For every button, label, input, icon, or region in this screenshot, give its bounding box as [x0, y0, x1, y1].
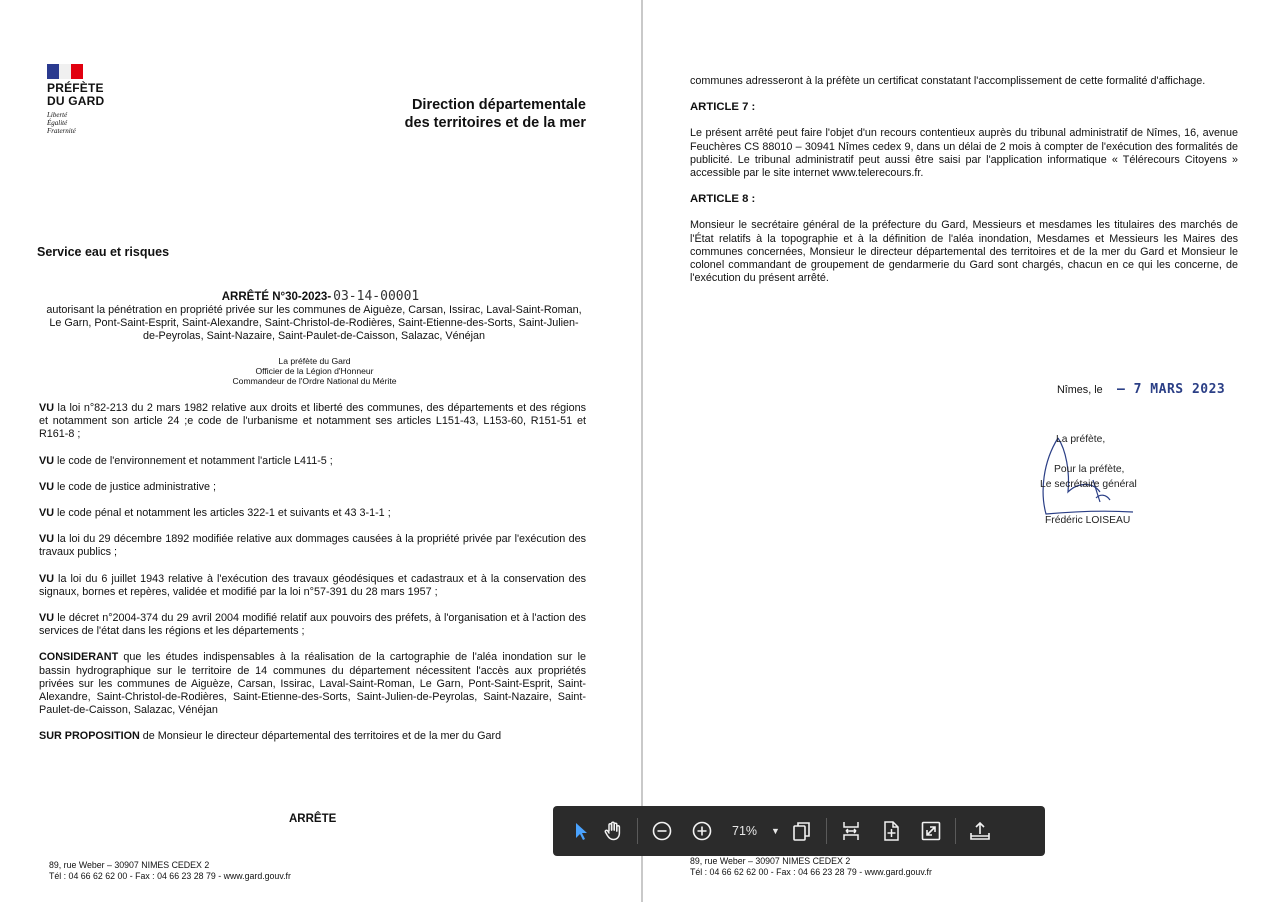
article8-text: Monsieur le secrétaire général de la préfecture du Gard, Messieurs et mesdames les titulaires des marchés de l'État relatifs à la topographie et à la définition de l'aléa inondation, Mesdames et Messieurs les Maires des communes concernées, Monsieur le directeur départemental des territoires et de la mer du Gard et Monsieur le colonel commandant de groupement de gendarmerie du Gard sont chargés, chacun en ce qui les concerne, de l'exécution du présent arrêté. — [690, 219, 1238, 285]
motto-liberte: Liberté — [47, 111, 68, 119]
select-tool-button[interactable] — [565, 815, 597, 847]
prefete-line1: La préfète du Gard — [278, 356, 351, 366]
service-label: Service eau et risques — [37, 245, 170, 259]
recital-text: la loi du 6 juillet 1943 relative à l'exécution des travaux géodésiques et cadastraux et à la conservation des signaux, bornes et repères, validée et modifié par la loi n°57-391 du 28 mars 1957 ; — [39, 572, 586, 598]
page-view-button[interactable] — [786, 815, 818, 847]
articles-body — [690, 75, 1238, 298]
logo-title-line1: PRÉFÈTE — [47, 81, 104, 95]
document-page-right — [643, 0, 1280, 902]
zoom-in-button[interactable] — [686, 815, 718, 847]
recital-text: le code pénal et notamment les articles 322-1 et suivants et 43 3-1-1 ; — [54, 507, 391, 520]
direction-header — [405, 96, 586, 132]
recital-lead: VU — [39, 572, 54, 585]
arrete-number: ARRÊTÉ N°30-2023- — [221, 291, 332, 303]
direction-line1: Direction départementale — [411, 97, 586, 113]
zoom-out-button[interactable] — [646, 815, 678, 847]
recital-paragraph — [39, 533, 586, 559]
recital-lead: VU — [39, 480, 54, 493]
recital-text: le décret n°2004-374 du 29 avril 2004 modifié relatif aux pouvoirs des préfets, à l'organisation et à l'action des services de l'état dans les régions et les départements ; — [39, 612, 586, 638]
recital-text: la loi du 29 décembre 1892 modifiée relative aux dommages causées à la propriété privée par l'exécution des travaux publics ; — [39, 533, 586, 559]
toolbar-separator — [826, 818, 827, 844]
article8-title: ARTICLE 8 : — [690, 193, 756, 206]
logo-title-line2: DU GARD — [47, 94, 105, 108]
recital-lead: VU — [39, 454, 54, 467]
zoom-in-icon — [691, 820, 713, 842]
address-footer-right — [690, 856, 932, 878]
zoom-level-value: 71% — [732, 824, 758, 838]
chevron-down-icon: ▼ — [771, 826, 780, 836]
place-label: Nîmes, le — [1057, 384, 1103, 396]
arrete-handwritten-number: 03-14-00001 — [333, 289, 420, 304]
pages-icon — [791, 820, 813, 842]
motto-fraternite: Fraternité — [47, 127, 76, 135]
recital-lead: VU — [39, 402, 54, 414]
article7-title: ARTICLE 7 : — [690, 101, 756, 114]
zoom-level-select[interactable] — [726, 815, 786, 847]
continuation-text: communes adresseront à la préfète un certificat constatant l'accomplissement de cette formalité d'affichage. — [690, 75, 1206, 87]
recital-lead: VU — [39, 612, 54, 625]
recital-text: le code de l'environnement et notamment l'article L411-5 ; — [54, 454, 333, 467]
sig-line4: Frédéric LOISEAU — [1045, 515, 1131, 526]
address-line1: 89, rue Weber – 30907 NIMES CEDEX 2 — [49, 860, 210, 870]
republic-motto — [47, 111, 127, 135]
arrete-title — [0, 289, 641, 304]
recital-paragraph — [39, 612, 586, 638]
fit-page-icon — [880, 820, 902, 842]
address-line2: Tél : 04 66 62 62 00 - Fax : 04 66 23 28 79 - www.gard.gouv.fr — [49, 870, 291, 881]
recital-text: la loi n°82-213 du 2 mars 1982 relative aux droits et liberté des communes, des départements et des régions et notamment son article 24 ;e code de l'urbanisme et notamment ses articles L151-43, L153-60, R151-51 et R161-8 ; — [39, 402, 586, 441]
pdf-viewer-toolbar — [553, 806, 1045, 856]
recital-paragraph — [39, 481, 586, 494]
recital-text: de Monsieur le directeur départemental des territoires et de la mer du Gard — [139, 730, 502, 743]
recital-lead: CONSIDERANT — [39, 651, 119, 664]
direction-line2: des territoires et de la mer — [404, 115, 586, 131]
export-button[interactable] — [964, 815, 996, 847]
recital-lead: VU — [39, 507, 54, 520]
authorizing-text: autorisant la pénétration en propriété privée sur les communes de Aiguèze, Carsan, Issirac, Laval-Saint-Roman, Le Garn, Pont-Saint-Esprit, Saint-Alexandre, Saint-Christol-de-Rodières, Saint-Etienne-des-Sorts, Saint-Julien-de-Peyrolas, Saint-Nazaire, Saint-Paulet-de-Caisson, Salazac, Vénéjan — [46, 304, 582, 343]
prefete-line3: Commandeur de l'Ordre National du Mérite — [232, 376, 397, 387]
fit-width-button[interactable] — [835, 815, 867, 847]
recital-lead: VU — [39, 533, 54, 546]
sig-line2: Pour la préfète, — [1054, 464, 1125, 475]
toolbar-separator — [637, 818, 638, 844]
expand-icon — [920, 820, 942, 842]
sig-line3: Le secrétaire général — [1040, 479, 1137, 490]
logo-title — [47, 82, 127, 108]
hand-icon — [602, 820, 624, 842]
recital-paragraph — [39, 651, 586, 717]
recital-paragraph — [39, 402, 586, 442]
recital-text: le code de justice administrative ; — [54, 480, 217, 493]
marianne-flag-icon — [47, 64, 83, 79]
upload-icon — [968, 820, 992, 842]
sig-line1: La préfète, — [1056, 434, 1106, 445]
stamp-date-text: 7 MARS 2023 — [1133, 382, 1226, 397]
article7-text: Le présent arrêté peut faire l'objet d'un recours contentieux auprès du tribunal administratif de Nîmes, 16, avenue Feuchères CS 88010 – 30941 Nîmes cedex 9, dans un délai de 2 mois à compter de l'exécution des formalités de publicité. Le tribunal administratif peut aussi être saisi par l'application informatique « Télérecours Citoyens » accessible par le site internet www.telerecours.fr. — [690, 127, 1238, 180]
cursor-arrow-icon — [571, 821, 591, 841]
arrete-heading: ARRÊTE — [289, 813, 337, 825]
fit-width-icon — [840, 820, 862, 842]
recital-lead: SUR PROPOSITION — [39, 730, 140, 743]
prefete-title-block — [0, 356, 629, 387]
prefete-line2: Officier de la Légion d'Honneur — [255, 366, 374, 377]
recitals-body — [39, 402, 586, 757]
stamp-dash: – — [1117, 382, 1134, 397]
recital-paragraph — [39, 455, 586, 468]
fullscreen-button[interactable] — [915, 815, 947, 847]
hand-tool-button[interactable] — [597, 815, 629, 847]
recital-paragraph — [39, 507, 586, 520]
address-line2: Tél : 04 66 62 62 00 - Fax : 04 66 23 28 79 - www.gard.gouv.fr — [690, 866, 932, 877]
address-line1: 89, rue Weber – 30907 NIMES CEDEX 2 — [690, 856, 851, 866]
toolbar-separator — [955, 818, 956, 844]
fit-page-button[interactable] — [875, 815, 907, 847]
address-footer-left — [49, 860, 291, 882]
date-stamp — [1117, 382, 1225, 397]
zoom-out-icon — [651, 820, 673, 842]
recital-paragraph — [39, 730, 586, 743]
recital-paragraph — [39, 573, 586, 599]
motto-egalite: Égalité — [47, 119, 68, 127]
prefecture-logo — [47, 64, 127, 135]
recital-text: que les études indispensables à la réalisation de la cartographie de l'aléa inondation sur le bassin hydrographique sur le territoire de 14 communes du département nécessitent l'accès aux propriétés privées sur les communes de Aiguèze, Carsan, Issirac, Laval-Saint-Roman, Le Garn, Pont-Saint-Esprit, Saint-Alexandre, Saint-Christol-de-Rodières, Saint-Etienne-des-Sorts, Saint-Julien-de-Peyrolas, Saint-Nazaire, Saint-Paulet-de-Caisson, Salazac, Vénéjan — [39, 651, 586, 717]
